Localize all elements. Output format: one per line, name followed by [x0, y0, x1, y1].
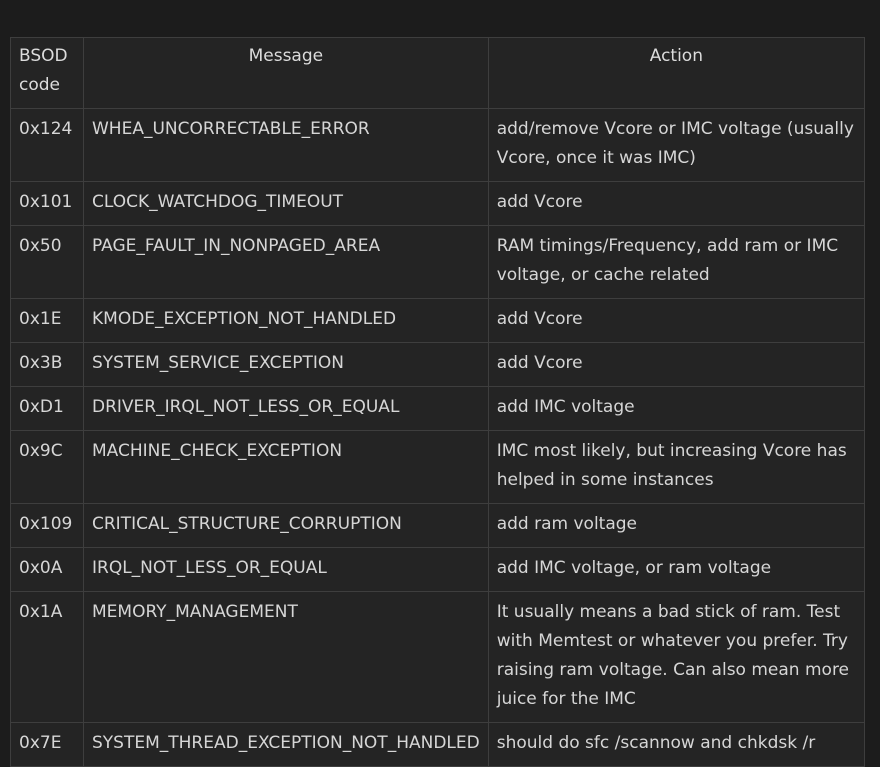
table-row: [11, 109, 865, 182]
action-cell: It usually means a bad stick of ram. Test with Memtest or whatever you prefer. Try raising ram voltage. Can also mean more juice for the IMC: [488, 592, 864, 723]
bsod-code-cell: 0x1A: [11, 592, 84, 723]
bsod-code-cell: 0x0A: [11, 548, 84, 592]
message-cell: IRQL_NOT_LESS_OR_EQUAL: [84, 548, 489, 592]
message-cell: CLOCK_WATCHDOG_TIMEOUT: [84, 182, 489, 226]
action-cell: add IMC voltage: [488, 387, 864, 431]
table-row: [11, 548, 865, 592]
table-header: [11, 38, 865, 109]
bsod-code-cell: 0x50: [11, 226, 84, 299]
header-message: Message: [84, 38, 489, 109]
bsod-code-cell: 0x124: [11, 109, 84, 182]
bsod-code-cell: 0x109: [11, 504, 84, 548]
bsod-code-cell: 0xD1: [11, 387, 84, 431]
action-cell: add Vcore: [488, 182, 864, 226]
header-bsod-code: BSOD code: [11, 38, 84, 109]
bsod-code-cell: 0x1E: [11, 299, 84, 343]
table-row: [11, 182, 865, 226]
action-cell: IMC most likely, but increasing Vcore has helped in some instances: [488, 431, 864, 504]
table-row: [11, 431, 865, 504]
table-row: [11, 723, 865, 767]
table-row: [11, 387, 865, 431]
bsod-code-cell: 0x9C: [11, 431, 84, 504]
bsod-table: [10, 37, 865, 767]
message-cell: DRIVER_IRQL_NOT_LESS_OR_EQUAL: [84, 387, 489, 431]
message-cell: PAGE_FAULT_IN_NONPAGED_AREA: [84, 226, 489, 299]
action-cell: add IMC voltage, or ram voltage: [488, 548, 864, 592]
action-cell: add/remove Vcore or IMC voltage (usually Vcore, once it was IMC): [488, 109, 864, 182]
action-cell: should do sfc /scannow and chkdsk /r: [488, 723, 864, 767]
action-cell: add Vcore: [488, 343, 864, 387]
message-cell: MEMORY_MANAGEMENT: [84, 592, 489, 723]
message-cell: MACHINE_CHECK_EXCEPTION: [84, 431, 489, 504]
table-row: [11, 592, 865, 723]
message-cell: KMODE_EXCEPTION_NOT_HANDLED: [84, 299, 489, 343]
table-body: [11, 109, 865, 767]
message-cell: SYSTEM_THREAD_EXCEPTION_NOT_HANDLED: [84, 723, 489, 767]
bsod-code-cell: 0x3B: [11, 343, 84, 387]
action-cell: RAM timings/Frequency, add ram or IMC voltage, or cache related: [488, 226, 864, 299]
message-cell: SYSTEM_SERVICE_EXCEPTION: [84, 343, 489, 387]
bsod-code-cell: 0x101: [11, 182, 84, 226]
table-row: [11, 299, 865, 343]
header-row: [11, 38, 865, 109]
action-cell: add Vcore: [488, 299, 864, 343]
table-row: [11, 226, 865, 299]
action-cell: add ram voltage: [488, 504, 864, 548]
bsod-code-cell: 0x7E: [11, 723, 84, 767]
message-cell: WHEA_UNCORRECTABLE_ERROR: [84, 109, 489, 182]
table-row: [11, 343, 865, 387]
message-cell: CRITICAL_STRUCTURE_CORRUPTION: [84, 504, 489, 548]
table-row: [11, 504, 865, 548]
header-action: Action: [488, 38, 864, 109]
